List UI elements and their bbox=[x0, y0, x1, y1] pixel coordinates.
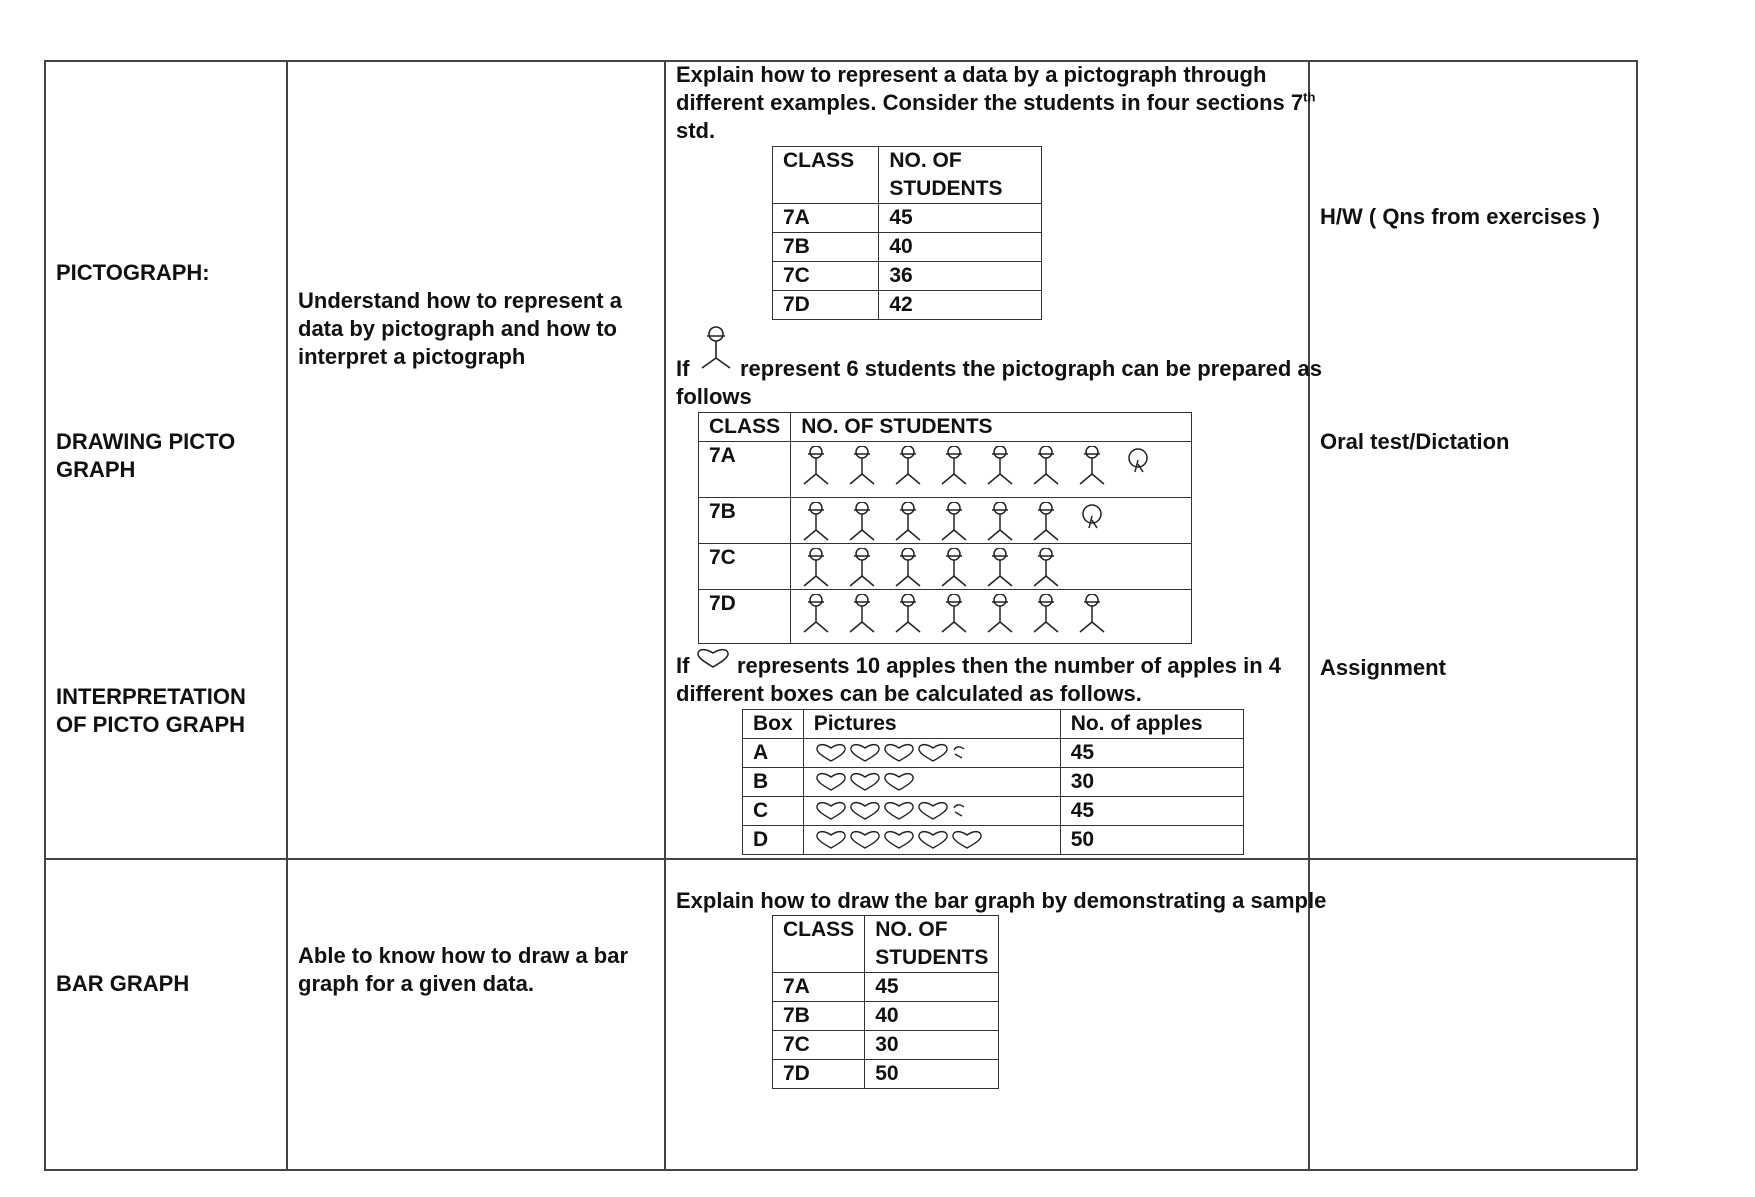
box-cell: B bbox=[743, 768, 804, 797]
header-students: NO. OF STUDENTS bbox=[791, 413, 1192, 442]
class-students-table bbox=[772, 146, 1042, 320]
table-row bbox=[773, 233, 1042, 262]
stick-figure-icon bbox=[893, 446, 923, 486]
figure-key-text: represent 6 students the pictograph can be prepared as bbox=[740, 356, 1322, 381]
stick-figure-icon bbox=[1077, 446, 1107, 486]
topic-pictograph: PICTOGRAPH: bbox=[56, 260, 210, 285]
stick-figure-icon bbox=[801, 548, 831, 588]
stick-figure-icon bbox=[939, 548, 969, 588]
table-row bbox=[743, 739, 1244, 768]
stick-figure-icon bbox=[1031, 594, 1061, 634]
grid-bottom-border bbox=[44, 1169, 1637, 1171]
class-cell: 7C bbox=[699, 544, 791, 590]
table-row bbox=[773, 1002, 999, 1031]
heart-icon bbox=[814, 800, 848, 822]
assessment-oral-test: Oral test/Dictation bbox=[1320, 429, 1510, 454]
intro-superscript: th bbox=[1303, 89, 1316, 105]
stick-figure-icon bbox=[985, 548, 1015, 588]
header-class: CLASS bbox=[699, 413, 791, 442]
grid-col-1 bbox=[44, 60, 46, 1170]
stick-figure-icon bbox=[847, 502, 877, 542]
stick-figure-icon bbox=[893, 594, 923, 634]
figure-key-if: If bbox=[676, 356, 690, 381]
stick-figure-icon bbox=[985, 594, 1015, 634]
heart-row bbox=[814, 739, 1050, 767]
pictogram-cell bbox=[791, 544, 1192, 590]
intro-line-2 bbox=[676, 89, 1315, 117]
table-row bbox=[699, 442, 1192, 498]
stick-figure-icon bbox=[1077, 594, 1107, 634]
header-pictures: Pictures bbox=[803, 710, 1060, 739]
stick-figure-icon bbox=[893, 502, 923, 542]
header-apples: No. of apples bbox=[1060, 710, 1243, 739]
apple-key-line-2: different boxes can be calculated as follows. bbox=[676, 681, 1142, 706]
pictogram-row bbox=[801, 498, 1181, 542]
assessment-homework: H/W ( Qns from exercises ) bbox=[1320, 204, 1600, 229]
objective-bar-graph: Able to know how to draw a bar graph for a given data. bbox=[298, 943, 629, 996]
stick-figure-icon bbox=[1031, 502, 1061, 542]
apples-cell: 30 bbox=[1060, 768, 1243, 797]
class-cell: 7D bbox=[773, 291, 879, 320]
apples-cell: 50 bbox=[1060, 826, 1243, 855]
heart-icon bbox=[882, 742, 916, 764]
stick-figure-icon bbox=[985, 446, 1015, 486]
table-row bbox=[773, 262, 1042, 291]
stick-figure-icon bbox=[893, 548, 923, 588]
pictogram-cell bbox=[791, 442, 1192, 498]
table-row bbox=[743, 826, 1244, 855]
class-cell: 7B bbox=[773, 1002, 865, 1031]
figure-key-follows: follows bbox=[676, 384, 752, 409]
stick-figure-icon bbox=[847, 548, 877, 588]
assessment-assignment: Assignment bbox=[1320, 655, 1446, 680]
stick-figure-icon bbox=[847, 594, 877, 634]
stick-figure-icon bbox=[1031, 446, 1061, 486]
students-cell: 40 bbox=[865, 1002, 999, 1031]
heart-row bbox=[814, 797, 1050, 825]
heart-icon bbox=[848, 742, 882, 764]
topic-drawing-picto-graph: DRAWING PICTO GRAPH bbox=[56, 429, 236, 482]
class-cell: 7C bbox=[773, 262, 879, 291]
students-cell: 40 bbox=[879, 233, 1042, 262]
pictures-cell bbox=[803, 768, 1060, 797]
grid-col-4 bbox=[1308, 60, 1310, 1170]
table-header-row bbox=[699, 413, 1192, 442]
intro-line-2-text: different examples. Consider the students in four sections 7 bbox=[676, 90, 1304, 115]
pictogram-cell bbox=[791, 498, 1192, 544]
apples-table bbox=[742, 709, 1244, 855]
grid-col-2 bbox=[286, 60, 288, 1170]
intro-line-1: Explain how to represent a data by a pictograph through bbox=[676, 62, 1267, 87]
heart-icon bbox=[848, 800, 882, 822]
table-row bbox=[699, 498, 1192, 544]
class-cell: 7A bbox=[699, 442, 791, 498]
class-cell: 7B bbox=[773, 233, 879, 262]
students-cell: 45 bbox=[865, 973, 999, 1002]
apples-cell: 45 bbox=[1060, 739, 1243, 768]
header-students: NO. OF STUDENTS bbox=[879, 147, 1042, 204]
stick-figure-icon bbox=[801, 446, 831, 486]
pictogram-row bbox=[801, 544, 1181, 588]
heart-row bbox=[814, 826, 1050, 854]
heart-icon bbox=[848, 829, 882, 851]
heart-icon bbox=[882, 800, 916, 822]
stick-figure-icon bbox=[847, 446, 877, 486]
header-class: CLASS bbox=[773, 147, 879, 204]
students-cell: 30 bbox=[865, 1031, 999, 1060]
heart-row bbox=[814, 768, 1050, 796]
topic-bar-graph: BAR GRAPH bbox=[56, 971, 190, 996]
class-cell: 7B bbox=[699, 498, 791, 544]
heart-icon bbox=[916, 742, 950, 764]
pictures-cell bbox=[803, 826, 1060, 855]
intro-line-3: std. bbox=[676, 118, 716, 143]
class-cell: 7C bbox=[773, 1031, 865, 1060]
heart-icon bbox=[916, 829, 950, 851]
heart-icon bbox=[916, 800, 950, 822]
grid-col-5 bbox=[1636, 60, 1638, 1170]
stick-figure-icon bbox=[698, 326, 734, 372]
stick-figure-icon bbox=[939, 446, 969, 486]
topic-interpretation: INTERPRETATION OF PICTO GRAPH bbox=[56, 684, 246, 737]
students-cell: 50 bbox=[865, 1060, 999, 1089]
stick-figure-icon bbox=[939, 502, 969, 542]
students-cell: 36 bbox=[879, 262, 1042, 291]
table-row bbox=[773, 1060, 999, 1089]
partial-heart-icon bbox=[950, 800, 968, 822]
grid-col-3 bbox=[664, 60, 666, 1170]
apple-key-text: represents 10 apples then the number of apples in 4 bbox=[737, 653, 1282, 678]
pictogram-row bbox=[801, 442, 1181, 486]
table-row bbox=[773, 1031, 999, 1060]
table-row bbox=[773, 291, 1042, 320]
heart-icon bbox=[695, 647, 731, 671]
stick-figure-icon bbox=[939, 594, 969, 634]
partial-stick-figure-icon bbox=[1123, 446, 1153, 486]
bar-graph-intro: Explain how to draw the bar graph by demonstrating a sample bbox=[676, 888, 1327, 913]
heart-icon bbox=[882, 829, 916, 851]
grid-row-divider bbox=[44, 858, 1637, 860]
table-row bbox=[743, 797, 1244, 826]
class-cell: 7A bbox=[773, 204, 879, 233]
partial-heart-icon bbox=[950, 742, 968, 764]
table-header-row bbox=[773, 147, 1042, 204]
class-cell: 7D bbox=[699, 590, 791, 644]
heart-icon bbox=[814, 742, 848, 764]
header-students: NO. OF STUDENTS bbox=[865, 916, 999, 973]
objective-pictograph: Understand how to represent a data by pictograph and how to interpret a pictograph bbox=[298, 288, 622, 369]
class-cell: 7A bbox=[773, 973, 865, 1002]
table-row bbox=[743, 768, 1244, 797]
pictogram-cell bbox=[791, 590, 1192, 644]
bar-graph-sample-table bbox=[772, 915, 999, 1089]
heart-icon bbox=[950, 829, 984, 851]
table-row bbox=[773, 973, 999, 1002]
stick-figure-icon bbox=[801, 594, 831, 634]
heart-icon bbox=[882, 771, 916, 793]
header-box: Box bbox=[743, 710, 804, 739]
apples-cell: 45 bbox=[1060, 797, 1243, 826]
students-cell: 42 bbox=[879, 291, 1042, 320]
table-header-row bbox=[773, 916, 999, 973]
box-cell: D bbox=[743, 826, 804, 855]
table-row bbox=[699, 590, 1192, 644]
pictures-cell bbox=[803, 797, 1060, 826]
students-cell: 45 bbox=[879, 204, 1042, 233]
pictograph-table bbox=[698, 412, 1192, 644]
heart-icon bbox=[814, 829, 848, 851]
header-class: CLASS bbox=[773, 916, 865, 973]
table-header-row bbox=[743, 710, 1244, 739]
box-cell: C bbox=[743, 797, 804, 826]
box-cell: A bbox=[743, 739, 804, 768]
table-row bbox=[699, 544, 1192, 590]
heart-icon bbox=[814, 771, 848, 793]
pictogram-row bbox=[801, 590, 1181, 634]
pictures-cell bbox=[803, 739, 1060, 768]
class-cell: 7D bbox=[773, 1060, 865, 1089]
stick-figure-icon bbox=[985, 502, 1015, 542]
stick-figure-icon bbox=[1031, 548, 1061, 588]
apple-key-if: If bbox=[676, 653, 690, 678]
table-row bbox=[773, 204, 1042, 233]
heart-icon bbox=[848, 771, 882, 793]
partial-stick-figure-icon bbox=[1077, 502, 1107, 542]
stick-figure-icon bbox=[801, 502, 831, 542]
